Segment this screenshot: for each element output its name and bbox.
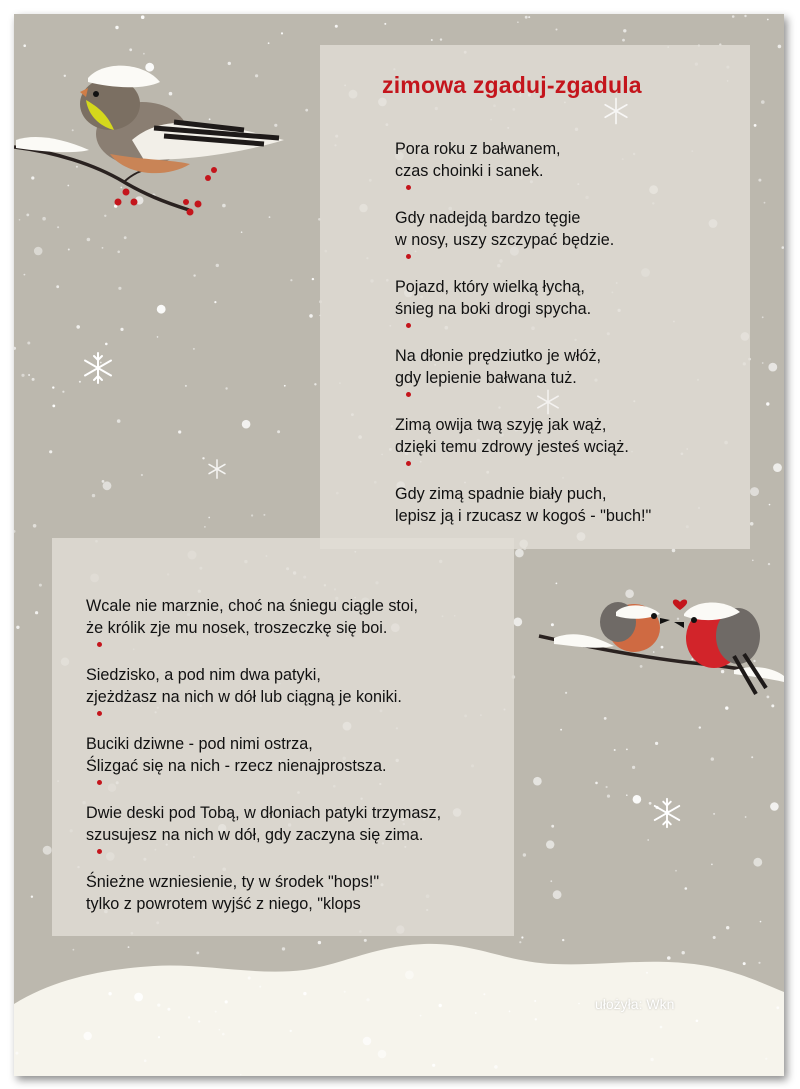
snow-dot xyxy=(607,795,610,798)
snow-dot xyxy=(157,1004,160,1007)
snow-dot xyxy=(16,626,19,629)
riddle-line: że królik zje mu nosek, troszeczkę się boi. xyxy=(86,619,388,637)
snow-dot xyxy=(115,26,118,29)
snow-dot xyxy=(672,549,676,553)
snow-dot xyxy=(626,794,628,796)
riddle-line: zjeżdżasz na nich w dół lub ciągną je koniki. xyxy=(86,688,402,706)
riddle-stanza xyxy=(395,345,651,414)
snow-dot xyxy=(768,363,777,372)
riddle-line: dzięki temu zdrowy jesteś wciąż. xyxy=(395,438,629,456)
snow-dot xyxy=(318,941,321,944)
snow-dot xyxy=(753,858,762,867)
snow-dot xyxy=(178,430,181,433)
snow-dot xyxy=(102,480,105,483)
snow-dot xyxy=(725,706,728,709)
snow-dot xyxy=(204,526,206,528)
snow-dot xyxy=(711,864,713,866)
snow-dot xyxy=(633,795,642,804)
snow-dot xyxy=(553,890,562,899)
separator-dot xyxy=(97,711,102,716)
snow-dot xyxy=(578,1003,580,1005)
snow-dot xyxy=(711,757,714,760)
snow-dot xyxy=(758,179,761,182)
snowflake-icon xyxy=(601,96,631,126)
snow-dot xyxy=(105,343,108,346)
snow-dot xyxy=(782,246,785,249)
snow-dot xyxy=(117,419,121,423)
snow-dot xyxy=(696,1020,699,1023)
snow-dot xyxy=(14,347,16,350)
snow-dot xyxy=(420,1015,422,1017)
riddle-line: Śnieżne wzniesienie, ty w środek "hops!" xyxy=(86,873,380,891)
snow-dot xyxy=(27,342,30,345)
snow-dot xyxy=(535,1018,537,1020)
snow-dot xyxy=(550,880,552,882)
snow-dot xyxy=(39,584,42,587)
snow-dot xyxy=(157,336,159,338)
snow-dot xyxy=(32,378,35,381)
separator-dot xyxy=(406,461,411,466)
riddle-line: czas choinki i sanek. xyxy=(395,162,544,180)
snow-dot xyxy=(141,474,143,476)
greeting-card xyxy=(14,14,784,1076)
snow-dot xyxy=(778,45,782,49)
snow-dot xyxy=(384,23,386,25)
snow-dot xyxy=(193,274,195,276)
snow-dot xyxy=(225,387,227,389)
riddle-stanza xyxy=(395,483,651,552)
snow-dot xyxy=(475,1012,477,1014)
snow-dot xyxy=(76,325,80,329)
snow-dot xyxy=(263,514,265,516)
snow-dot xyxy=(216,264,219,267)
separator-dot xyxy=(97,780,102,785)
snow-dot xyxy=(15,1052,18,1055)
snow-dot xyxy=(21,374,24,377)
snow-dot xyxy=(305,109,308,112)
snow-dot xyxy=(758,962,760,964)
riddle-stanza xyxy=(395,276,651,345)
snow-dot xyxy=(762,362,764,364)
riddle-line: lepisz ją i rzucasz w kogoś - "buch!" xyxy=(395,507,652,525)
riddle-stanza xyxy=(86,733,441,802)
snow-dot xyxy=(525,16,528,19)
snow-dot xyxy=(141,15,145,19)
snow-dot xyxy=(776,1006,779,1009)
snow-dot xyxy=(52,386,54,388)
snow-dot xyxy=(769,504,771,506)
riddle-stanza xyxy=(395,207,651,276)
riddle-line: Pojazd, który wielką łychą, xyxy=(395,278,585,296)
riddle-stanza xyxy=(86,595,441,664)
snow-dot xyxy=(752,560,754,562)
snow-dot xyxy=(33,524,37,528)
snow-dot xyxy=(208,517,210,519)
snow-dot xyxy=(606,786,608,788)
snow-dot xyxy=(765,1058,767,1060)
snow-dot xyxy=(309,314,313,318)
snow-dot xyxy=(595,782,598,785)
snow-dot xyxy=(363,1037,372,1046)
snow-dot xyxy=(108,992,111,995)
snow-dot xyxy=(750,522,754,526)
riddle-stanza xyxy=(86,664,441,733)
separator-dot xyxy=(406,392,411,397)
snow-dot xyxy=(440,38,442,40)
riddle-stanza xyxy=(395,138,651,207)
snow-dot xyxy=(103,481,112,490)
snow-dot xyxy=(604,717,607,720)
snow-dot xyxy=(760,921,762,923)
snow-dot xyxy=(405,971,414,980)
snow-dot xyxy=(768,563,770,565)
snow-dot xyxy=(378,1050,387,1059)
snow-dot xyxy=(745,816,747,818)
snow-dot xyxy=(290,279,292,281)
snow-dot xyxy=(259,986,261,988)
snow-dot xyxy=(251,514,253,516)
snow-dot xyxy=(335,25,338,28)
snow-dot xyxy=(303,992,306,995)
snow-dot xyxy=(248,977,251,980)
snow-dot xyxy=(713,813,715,815)
snow-dot xyxy=(24,274,26,276)
snow-dot xyxy=(290,1030,292,1032)
snow-dot xyxy=(762,316,764,318)
snow-dot xyxy=(128,946,130,948)
separator-dot xyxy=(406,323,411,328)
snow-dot xyxy=(31,896,33,898)
snow-dot xyxy=(198,1020,200,1022)
snow-dot xyxy=(34,247,43,256)
separator-dot xyxy=(97,642,102,647)
snow-dot xyxy=(196,952,199,955)
snow-dot xyxy=(682,951,685,954)
separator-dot xyxy=(406,185,411,190)
riddle-line: Pora roku z bałwanem, xyxy=(395,140,561,158)
snow-dot xyxy=(193,348,195,350)
snow-dot xyxy=(240,1074,242,1076)
riddles-bottom-list xyxy=(86,595,441,940)
snow-dot xyxy=(773,463,782,472)
snowflake-icon xyxy=(650,796,684,830)
riddle-line: gdy lepienie bałwana tuż. xyxy=(395,369,577,387)
riddle-line: Ślizgać się na nich - rzecz nienajprostsza. xyxy=(86,757,387,775)
snow-dot xyxy=(432,1064,435,1067)
snow-dot xyxy=(650,1058,653,1061)
snow-dot xyxy=(551,825,554,828)
riddle-line: Siedzisko, a pod nim dwa patyki, xyxy=(86,666,321,684)
snow-dot xyxy=(344,991,346,993)
snow-dot xyxy=(751,756,753,758)
snow-dot xyxy=(225,1000,228,1003)
snow-dot xyxy=(494,1065,498,1069)
riddle-line: tylko z powrotem wyjść z niego, "klops xyxy=(86,895,361,913)
snow-dot xyxy=(750,487,759,496)
snow-dot xyxy=(284,385,286,387)
riddle-line: Buciki dziwne - pod nimi ostrza, xyxy=(86,735,313,753)
snow-dot xyxy=(764,202,766,204)
separator-dot xyxy=(97,849,102,854)
snow-dot xyxy=(366,998,369,1001)
snow-dot xyxy=(43,846,52,855)
snow-dot xyxy=(646,972,648,974)
snow-dot xyxy=(68,249,70,251)
page-title: zimowa zgaduj-zgadula xyxy=(382,72,642,98)
snow-dot xyxy=(222,1033,225,1036)
heart-icon xyxy=(673,599,687,610)
snow-dot xyxy=(277,430,280,433)
snow-dot xyxy=(214,301,216,303)
riddle-line: Na dłonie prędziutko je włóż, xyxy=(395,347,602,365)
snow-dot xyxy=(242,420,251,429)
snow-dot xyxy=(120,328,123,331)
snow-dot xyxy=(134,993,143,1002)
snow-dot xyxy=(626,749,628,751)
snow-dot xyxy=(87,238,91,242)
snow-dot xyxy=(219,1029,221,1031)
snow-dot xyxy=(431,39,433,41)
snow-dot xyxy=(560,729,562,731)
riddle-line: Zimą owija twą szyję jak wąż, xyxy=(395,416,607,434)
snow-dot xyxy=(533,777,542,786)
bird-icon xyxy=(14,42,304,232)
riddle-line: Wcale nie marznie, choć na śniegu ciągle stoi, xyxy=(86,597,419,615)
snow-dot xyxy=(622,39,625,42)
snow-dot xyxy=(439,1004,442,1007)
snow-dot xyxy=(519,941,521,943)
riddle-line: w nosy, uszy szczypać będzie. xyxy=(395,231,615,249)
snow-dot xyxy=(312,278,314,280)
snow-dot xyxy=(144,1059,147,1062)
snow-dot xyxy=(667,956,671,960)
riddle-stanza xyxy=(86,802,441,871)
snow-dot xyxy=(685,887,688,890)
riddle-line: szusujesz na nich w dół, gdy zaczyna się zima. xyxy=(86,826,424,844)
snow-dot xyxy=(614,749,616,751)
riddle-line: Gdy zimą spadnie biały puch, xyxy=(395,485,607,503)
snow-dot xyxy=(118,287,121,290)
snow-dot xyxy=(102,247,104,249)
snow-dot xyxy=(282,947,285,950)
riddle-line: Dwie deski pod Tobą, w dłoniach patyki trzymasz, xyxy=(86,804,442,822)
snow-dot xyxy=(556,29,558,31)
snow-dot xyxy=(281,32,283,34)
snow-dot xyxy=(28,374,30,376)
snow-dot xyxy=(528,16,530,18)
snow-dot xyxy=(523,853,526,856)
snow-dot xyxy=(770,802,779,811)
snow-dot xyxy=(73,949,75,951)
snow-dot xyxy=(761,100,765,104)
snow-dot xyxy=(215,1011,217,1013)
snow-dot xyxy=(675,870,677,872)
snow-dot xyxy=(52,405,55,408)
snow-dot xyxy=(185,385,187,387)
snow-dot xyxy=(188,1016,190,1018)
snow-dot xyxy=(35,611,38,614)
snow-dot xyxy=(562,939,564,941)
snow-dot xyxy=(744,15,746,17)
snow-dot xyxy=(647,839,649,841)
riddle-stanza xyxy=(395,414,651,483)
snow-dot xyxy=(167,1008,170,1011)
snow-dot xyxy=(743,962,746,965)
snow-dot xyxy=(534,1000,536,1002)
snow-dot xyxy=(49,450,52,453)
riddle-stanza xyxy=(86,871,441,940)
bullfinch-pair-icon xyxy=(534,566,784,706)
snow-dot xyxy=(92,494,95,497)
snow-dot xyxy=(754,124,757,127)
snow-dot xyxy=(202,457,204,459)
snow-dot xyxy=(726,926,729,929)
snow-dot xyxy=(623,29,626,32)
snow-dot xyxy=(483,993,485,995)
snow-dot xyxy=(14,530,16,533)
snow-dot xyxy=(632,766,635,769)
snow-dot xyxy=(124,236,127,239)
snow-dot xyxy=(509,1011,511,1013)
snow-dot xyxy=(117,251,120,254)
snow-dot xyxy=(513,618,522,627)
snow-dot xyxy=(521,936,523,938)
snow-dot xyxy=(158,1036,160,1038)
riddle-line: śnieg na boki drogi spycha. xyxy=(395,300,592,318)
snowflake-icon xyxy=(206,458,228,480)
snow-dot xyxy=(157,305,166,314)
snow-dot xyxy=(660,1026,663,1029)
snow-dot xyxy=(766,402,769,405)
author-credit: ułożyła: Wkn xyxy=(595,996,675,1012)
snow-dot xyxy=(314,383,316,385)
riddles-top-list xyxy=(395,138,651,552)
snow-dot xyxy=(699,726,701,728)
snow-dot xyxy=(732,15,735,18)
snow-dot xyxy=(517,21,519,23)
snow-dot xyxy=(767,19,769,21)
snow-dot xyxy=(546,840,554,848)
snow-dot xyxy=(84,1032,92,1040)
snow-dot xyxy=(655,742,658,745)
snow-dot xyxy=(62,391,64,393)
separator-dot xyxy=(406,254,411,259)
snow-dot xyxy=(56,285,59,288)
snow-dot xyxy=(713,936,716,939)
snowflake-icon xyxy=(80,350,116,386)
riddle-line: Gdy nadejdą bardzo tęgie xyxy=(395,209,581,227)
